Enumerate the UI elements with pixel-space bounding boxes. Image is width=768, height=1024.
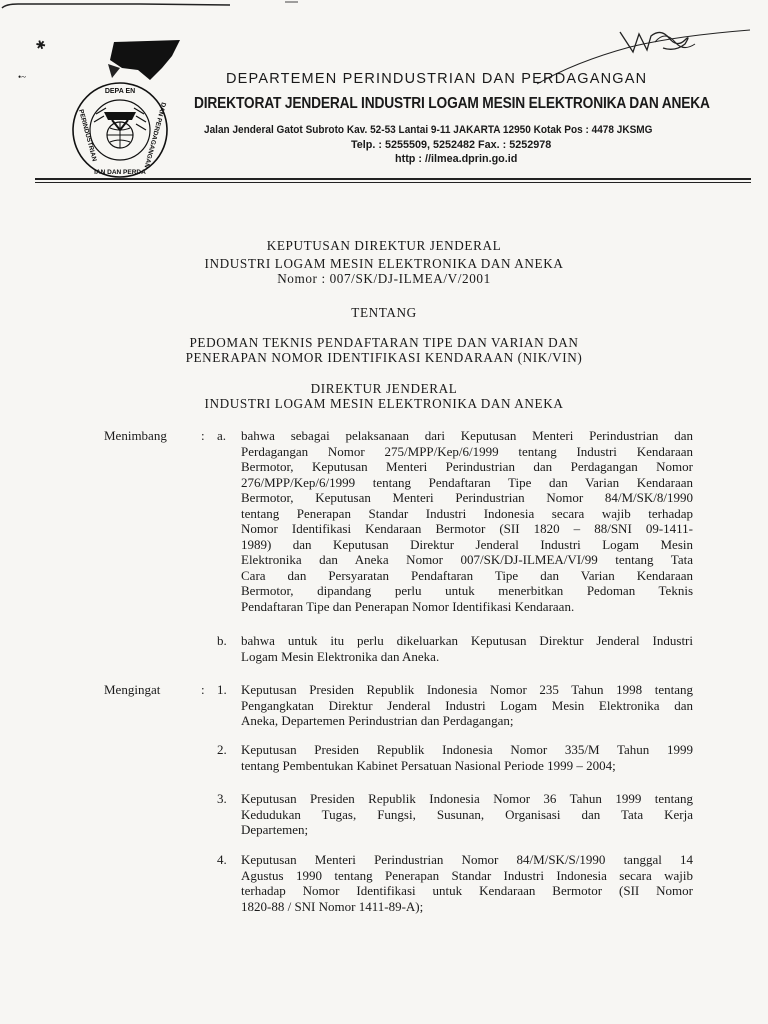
logo-text-bottom: IAN DAN PERDA [94,169,146,176]
decree-subject-line: PEDOMAN TEKNIS PENDAFTARAN TIPE DAN VARIAN DAN [189,335,579,350]
item-marker: 3. [217,791,227,806]
text-line: Kedudukan Tugas, Fungsi, Susunan, Organisasi dan Tata Kerja [241,806,693,822]
text-line: bahwa untuk itu perlu dikeluarkan Keputusan Direktur Jenderal Industri [241,633,693,648]
director-title-line: DIREKTUR JENDERAL [310,381,458,396]
text-line: Pengangkatan Direktur Jenderal Industri Logam Mesin Elektronika dan [241,697,693,713]
text-line: Keputusan Menteri Perindustrian Nomor 84/M/SK/S/1990 tanggal 14 [241,852,693,867]
text-line: terhadap Nomor Identifikasi untuk Kendaraan Bermotor (SII Nomor [241,883,693,898]
department-name: DEPARTEMEN PERINDUSTRIAN DAN PERDAGANGAN [226,71,648,87]
logo-text-right: DAN PERDAGANGAN [142,101,167,169]
logo-text-top: DEPA EN [104,88,136,95]
text-line: Agustus 1990 tentang Penerapan Standar Industri Indonesia secara wajib [241,867,693,883]
item-marker: 4. [217,852,227,867]
letterhead-rule [35,178,751,180]
decree-title-line: INDUSTRI LOGAM MESIN ELEKTRONIKA DAN ANEKA [204,256,564,271]
item-marker: a. [217,428,227,443]
text-line: 1989) dan Keputusan Direktur Jenderal Industri Logam Mesin [241,536,693,552]
mengingat-item-1 [241,682,693,729]
address-line: Jalan Jenderal Gatot Subroto Kav. 52-53 Lantai 9-11 JAKARTA 12950 Kotak Pos : 4478 JKSMG [204,124,653,136]
text-line: Nomor Identifikasi Kendaraan Bermotor (SII 1820 – 88/SNI 09-1411- [241,521,693,536]
text-line: Keputusan Presiden Republik Indonesia Nomor 235 Tahun 1998 tentang [241,682,693,697]
menimbang-colon: : [201,428,205,443]
ministry-logo [70,80,170,180]
text-line: tentang Pembentukan Kabinet Persatuan Nasional Periode 1999 – 2004; [241,757,616,773]
telephone-line: Telp. : 5255509, 5252482 Fax. : 5252978 [351,139,552,151]
mengingat-label: Mengingat [104,682,161,697]
logo-text-left: PERINDUSTRIAN [77,108,98,163]
decree-number: Nomor : 007/SK/DJ-ILMEA/V/2001 [277,271,491,286]
text-line: Elektronika dan Aneka Nomor 007/SK/DJ-ILMEA/VI/99 tentang Tata [241,552,693,567]
text-line: Cara dan Persyaratan Pendaftaran Tipe dan Varian Kendaraan [241,567,693,583]
text-line: bahwa sebagai pelaksanaan dari Keputusan Menteri Perindustrian dan [241,428,693,443]
mengingat-colon: : [201,682,205,697]
text-line: Bermotor, dipandang perlu untuk menerbitkan Pedoman Teknis [241,583,693,598]
item-marker: 2. [217,742,227,757]
website-line: http : //ilmea.dprin.go.id [395,153,518,165]
text-line: tentang Penerapan Standar Industri Indonesia secara wajib terhadap [241,505,693,521]
mengingat-item-4 [241,852,693,914]
text-line: 1820-88 / SNI Nomor 1411-89-A); [241,898,424,914]
directorate-name: DIREKTORAT JENDERAL INDUSTRI LOGAM MESIN ELEKTRONIKA DAN ANEKA [194,95,710,112]
menimbang-item-b [241,633,693,664]
text-line: Aneka, Departemen Perindustrian dan Perdagangan; [241,713,514,728]
text-line: Bermotor, Keputusan Menteri Perindustrian dan Perdagangan Nomor [241,459,693,474]
decree-title-line: KEPUTUSAN DIREKTUR JENDERAL [266,238,502,253]
menimbang-item-a [241,428,693,614]
menimbang-label: Menimbang [104,428,167,443]
text-line: Perdagangan Nomor 275/MPP/Kep/6/1999 tentang Industri Kendaraan [241,443,693,459]
mengingat-item-2 [241,742,693,773]
text-line: Bermotor, Keputusan Menteri Perindustrian Nomor 84/M/SK/8/1990 [241,490,693,505]
margin-mark: ✱ [33,36,48,54]
scan-edge-line [0,0,300,10]
text-line: Pendaftaran Tipe dan Penerapan Nomor Identifikasi Kendaraan. [241,598,575,614]
margin-mark: •~ [18,72,27,82]
text-line: Departemen; [241,822,309,837]
letterhead-rule [35,182,751,183]
item-marker: 1. [217,682,227,697]
item-marker: b. [217,633,227,648]
tentang-heading: TENTANG [351,305,417,320]
text-line: 276/MPP/Kep/6/1999 tentang Pendaftaran Tipe dan Varian Kendaraan [241,474,693,490]
director-title-line: INDUSTRI LOGAM MESIN ELEKTRONIKA DAN ANEKA [204,396,564,411]
decree-subject-line: PENERAPAN NOMOR IDENTIFIKASI KENDARAAN (NIK/VIN) [185,350,583,365]
text-line: Logam Mesin Elektronika dan Aneka. [241,648,440,664]
text-line: Keputusan Presiden Republik Indonesia Nomor 36 Tahun 1999 tentang [241,791,693,806]
mengingat-item-3 [241,791,693,838]
text-line: Keputusan Presiden Republik Indonesia Nomor 335/M Tahun 1999 [241,742,693,757]
